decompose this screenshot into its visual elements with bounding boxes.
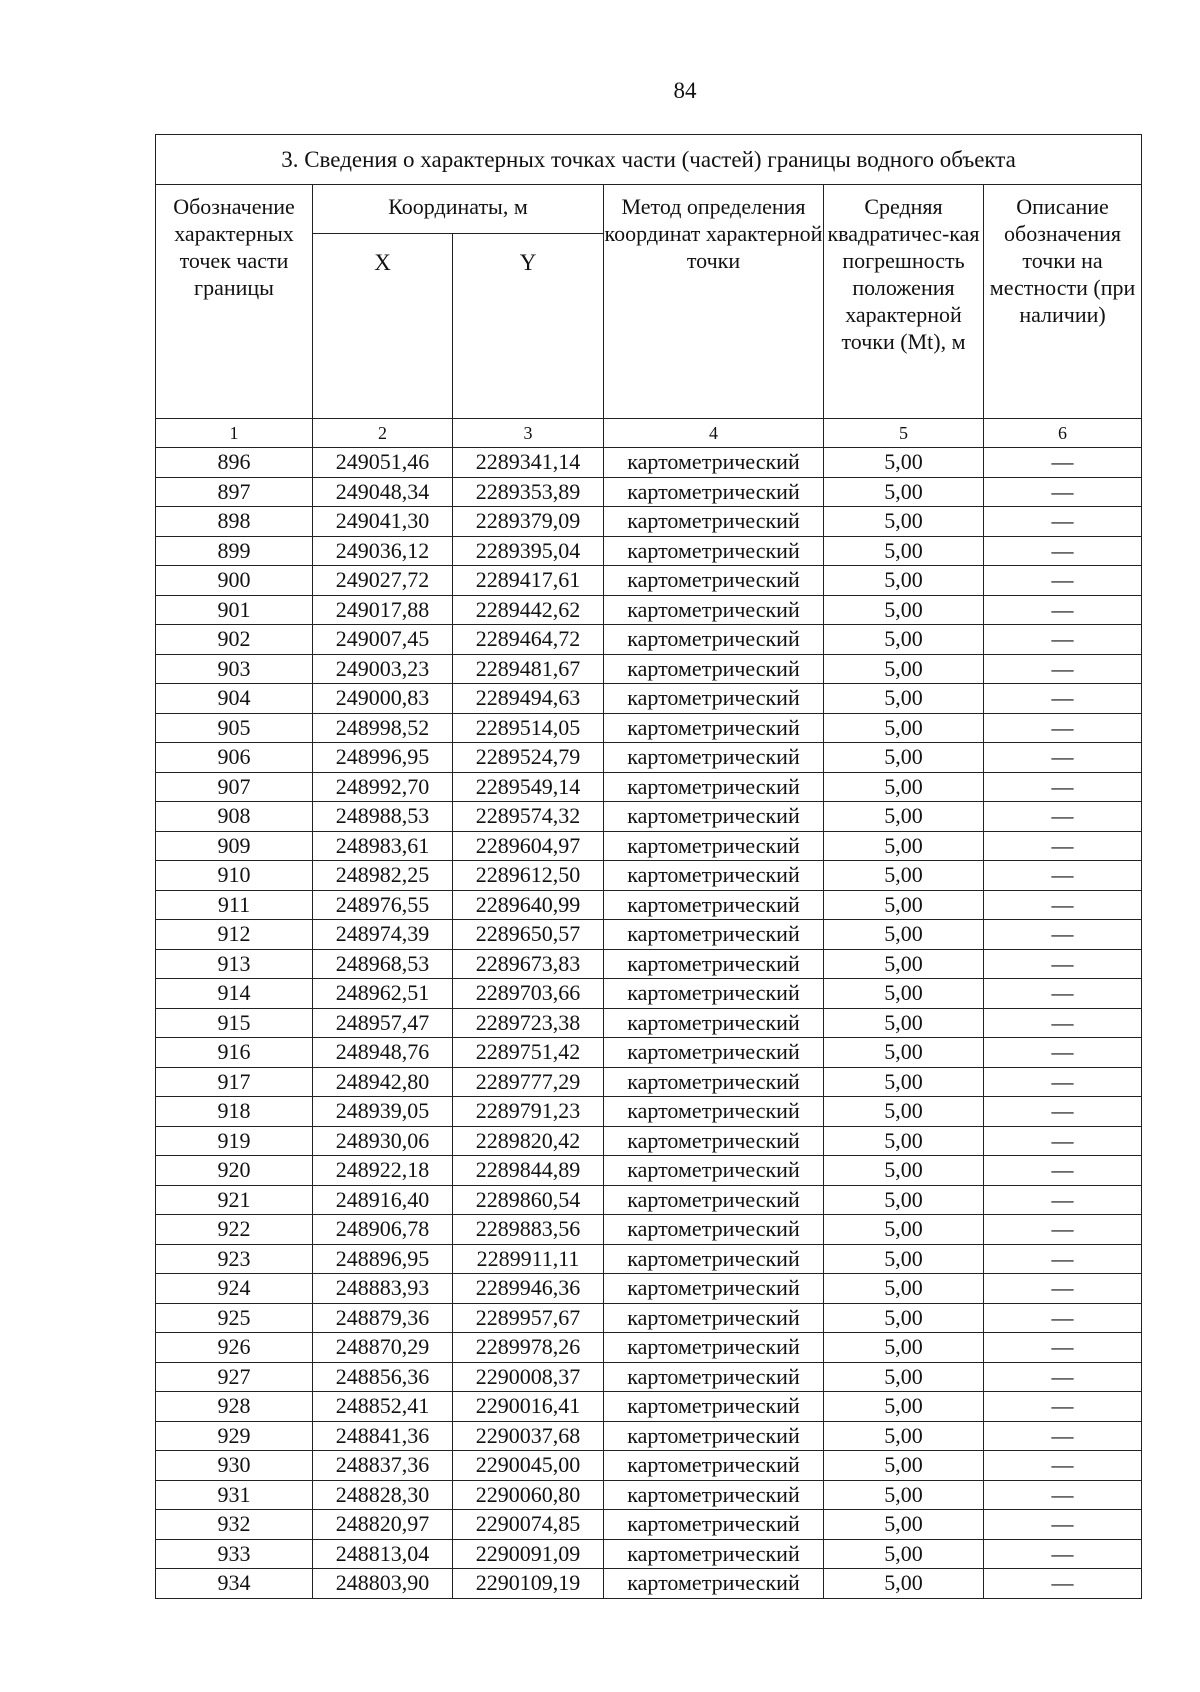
error-cell: 5,00 <box>824 1126 984 1156</box>
table-row <box>156 1008 1142 1038</box>
x-coordinate-cell: 248916,40 <box>313 1185 453 1215</box>
description-cell: — <box>984 802 1142 832</box>
x-coordinate-cell: 248879,36 <box>313 1303 453 1333</box>
method-cell: картометрический <box>604 1569 824 1599</box>
error-cell: 5,00 <box>824 654 984 684</box>
table-row <box>156 1392 1142 1422</box>
table-row <box>156 743 1142 773</box>
description-cell: — <box>984 1244 1142 1274</box>
table-row <box>156 1362 1142 1392</box>
y-coordinate-cell: 2289957,67 <box>453 1303 604 1333</box>
error-cell: 5,00 <box>824 1421 984 1451</box>
y-coordinate-cell: 2289860,54 <box>453 1185 604 1215</box>
x-coordinate-cell: 248992,70 <box>313 772 453 802</box>
y-coordinate-cell: 2289978,26 <box>453 1333 604 1363</box>
error-cell: 5,00 <box>824 1097 984 1127</box>
table-row <box>156 1510 1142 1540</box>
column-number-5: 5 <box>824 419 984 448</box>
y-coordinate-cell: 2289341,14 <box>453 448 604 478</box>
x-coordinate-cell: 248828,30 <box>313 1480 453 1510</box>
method-cell: картометрический <box>604 1008 824 1038</box>
description-cell: — <box>984 1038 1142 1068</box>
table-row <box>156 920 1142 950</box>
x-coordinate-cell: 249000,83 <box>313 684 453 714</box>
table-row <box>156 831 1142 861</box>
error-cell: 5,00 <box>824 1362 984 1392</box>
table-row <box>156 566 1142 596</box>
point-id-cell: 926 <box>156 1333 313 1363</box>
x-coordinate-cell: 248906,78 <box>313 1215 453 1245</box>
error-cell: 5,00 <box>824 831 984 861</box>
table-row <box>156 890 1142 920</box>
x-coordinate-cell: 248852,41 <box>313 1392 453 1422</box>
method-cell: картометрический <box>604 1185 824 1215</box>
y-coordinate-cell: 2289417,61 <box>453 566 604 596</box>
y-coordinate-cell: 2290016,41 <box>453 1392 604 1422</box>
table-row <box>156 1244 1142 1274</box>
method-cell: картометрический <box>604 536 824 566</box>
description-cell: — <box>984 743 1142 773</box>
y-coordinate-cell: 2289481,67 <box>453 654 604 684</box>
x-coordinate-cell: 248983,61 <box>313 831 453 861</box>
header-designation: Обозначение характерных точек части границы <box>156 185 313 419</box>
table-body <box>156 448 1142 1599</box>
method-cell: картометрический <box>604 1244 824 1274</box>
description-cell: — <box>984 979 1142 1009</box>
error-cell: 5,00 <box>824 802 984 832</box>
error-cell: 5,00 <box>824 1539 984 1569</box>
error-cell: 5,00 <box>824 1038 984 1068</box>
x-coordinate-cell: 248957,47 <box>313 1008 453 1038</box>
table-row <box>156 1480 1142 1510</box>
x-coordinate-cell: 248942,80 <box>313 1067 453 1097</box>
description-cell: — <box>984 1126 1142 1156</box>
description-cell: — <box>984 1392 1142 1422</box>
y-coordinate-cell: 2289751,42 <box>453 1038 604 1068</box>
method-cell: картометрический <box>604 861 824 891</box>
y-coordinate-cell: 2289604,97 <box>453 831 604 861</box>
column-number-2: 2 <box>313 419 453 448</box>
method-cell: картометрический <box>604 1480 824 1510</box>
table-row <box>156 802 1142 832</box>
y-coordinate-cell: 2290037,68 <box>453 1421 604 1451</box>
method-cell: картометрический <box>604 743 824 773</box>
description-cell: — <box>984 1569 1142 1599</box>
x-coordinate-cell: 248922,18 <box>313 1156 453 1186</box>
column-number-4: 4 <box>604 419 824 448</box>
method-cell: картометрический <box>604 1392 824 1422</box>
method-cell: картометрический <box>604 595 824 625</box>
table-row <box>156 1303 1142 1333</box>
error-cell: 5,00 <box>824 1185 984 1215</box>
y-coordinate-cell: 2289820,42 <box>453 1126 604 1156</box>
error-cell: 5,00 <box>824 1274 984 1304</box>
point-id-cell: 902 <box>156 625 313 655</box>
column-number-3: 3 <box>453 419 604 448</box>
point-id-cell: 910 <box>156 861 313 891</box>
method-cell: картометрический <box>604 566 824 596</box>
table-row <box>156 713 1142 743</box>
column-number-1: 1 <box>156 419 313 448</box>
description-cell: — <box>984 949 1142 979</box>
point-id-cell: 918 <box>156 1097 313 1127</box>
table-row <box>156 772 1142 802</box>
error-cell: 5,00 <box>824 1333 984 1363</box>
description-cell: — <box>984 507 1142 537</box>
method-cell: картометрический <box>604 1126 824 1156</box>
point-id-cell: 914 <box>156 979 313 1009</box>
point-id-cell: 922 <box>156 1215 313 1245</box>
y-coordinate-cell: 2289640,99 <box>453 890 604 920</box>
x-coordinate-cell: 248803,90 <box>313 1569 453 1599</box>
y-coordinate-cell: 2289494,63 <box>453 684 604 714</box>
table-row <box>156 1333 1142 1363</box>
x-coordinate-cell: 248856,36 <box>313 1362 453 1392</box>
point-id-cell: 912 <box>156 920 313 950</box>
table-row <box>156 1038 1142 1068</box>
x-coordinate-cell: 248930,06 <box>313 1126 453 1156</box>
method-cell: картометрический <box>604 1510 824 1540</box>
table-row <box>156 1156 1142 1186</box>
error-cell: 5,00 <box>824 920 984 950</box>
x-coordinate-cell: 249027,72 <box>313 566 453 596</box>
error-cell: 5,00 <box>824 1569 984 1599</box>
description-cell: — <box>984 448 1142 478</box>
table-row <box>156 1451 1142 1481</box>
y-coordinate-cell: 2289464,72 <box>453 625 604 655</box>
point-id-cell: 919 <box>156 1126 313 1156</box>
table-row <box>156 1539 1142 1569</box>
point-id-cell: 923 <box>156 1244 313 1274</box>
y-coordinate-cell: 2289395,04 <box>453 536 604 566</box>
y-coordinate-cell: 2289379,09 <box>453 507 604 537</box>
header-y: Y <box>453 234 604 419</box>
x-coordinate-cell: 248939,05 <box>313 1097 453 1127</box>
y-coordinate-cell: 2289524,79 <box>453 743 604 773</box>
x-coordinate-cell: 248962,51 <box>313 979 453 1009</box>
error-cell: 5,00 <box>824 861 984 891</box>
method-cell: картометрический <box>604 1156 824 1186</box>
x-coordinate-cell: 248870,29 <box>313 1333 453 1363</box>
error-cell: 5,00 <box>824 1451 984 1481</box>
y-coordinate-cell: 2289703,66 <box>453 979 604 1009</box>
description-cell: — <box>984 1156 1142 1186</box>
header-coordinates: Координаты, м <box>313 185 604 234</box>
x-coordinate-cell: 248974,39 <box>313 920 453 950</box>
method-cell: картометрический <box>604 507 824 537</box>
x-coordinate-cell: 249051,46 <box>313 448 453 478</box>
point-id-cell: 907 <box>156 772 313 802</box>
error-cell: 5,00 <box>824 1067 984 1097</box>
table-row <box>156 1097 1142 1127</box>
description-cell: — <box>984 1421 1142 1451</box>
x-coordinate-cell: 248896,95 <box>313 1244 453 1274</box>
x-coordinate-cell: 248996,95 <box>313 743 453 773</box>
description-cell: — <box>984 566 1142 596</box>
point-id-cell: 908 <box>156 802 313 832</box>
description-cell: — <box>984 890 1142 920</box>
error-cell: 5,00 <box>824 595 984 625</box>
method-cell: картометрический <box>604 920 824 950</box>
error-cell: 5,00 <box>824 507 984 537</box>
error-cell: 5,00 <box>824 772 984 802</box>
method-cell: картометрический <box>604 1274 824 1304</box>
x-coordinate-cell: 248841,36 <box>313 1421 453 1451</box>
point-id-cell: 921 <box>156 1185 313 1215</box>
x-coordinate-cell: 249036,12 <box>313 536 453 566</box>
x-coordinate-cell: 249003,23 <box>313 654 453 684</box>
description-cell: — <box>984 861 1142 891</box>
y-coordinate-cell: 2290008,37 <box>453 1362 604 1392</box>
description-cell: — <box>984 684 1142 714</box>
table-row <box>156 1274 1142 1304</box>
description-cell: — <box>984 1333 1142 1363</box>
description-cell: — <box>984 654 1142 684</box>
y-coordinate-cell: 2289883,56 <box>453 1215 604 1245</box>
method-cell: картометрический <box>604 713 824 743</box>
header-description: Описание обозначения точки на местности (при наличии) <box>984 185 1142 419</box>
table-row <box>156 979 1142 1009</box>
x-coordinate-cell: 248982,25 <box>313 861 453 891</box>
y-coordinate-cell: 2289612,50 <box>453 861 604 891</box>
description-cell: — <box>984 595 1142 625</box>
point-id-cell: 900 <box>156 566 313 596</box>
point-id-cell: 924 <box>156 1274 313 1304</box>
error-cell: 5,00 <box>824 1303 984 1333</box>
error-cell: 5,00 <box>824 1215 984 1245</box>
table-row <box>156 1215 1142 1245</box>
method-cell: картометрический <box>604 949 824 979</box>
method-cell: картометрический <box>604 1421 824 1451</box>
x-coordinate-cell: 249041,30 <box>313 507 453 537</box>
y-coordinate-cell: 2290109,19 <box>453 1569 604 1599</box>
table-row <box>156 684 1142 714</box>
table-row <box>156 448 1142 478</box>
header-method: Метод определения координат характерной точки <box>604 185 824 419</box>
description-cell: — <box>984 831 1142 861</box>
point-id-cell: 903 <box>156 654 313 684</box>
description-cell: — <box>984 625 1142 655</box>
description-cell: — <box>984 1274 1142 1304</box>
y-coordinate-cell: 2290045,00 <box>453 1451 604 1481</box>
point-id-cell: 905 <box>156 713 313 743</box>
point-id-cell: 928 <box>156 1392 313 1422</box>
description-cell: — <box>984 1067 1142 1097</box>
error-cell: 5,00 <box>824 1244 984 1274</box>
point-id-cell: 925 <box>156 1303 313 1333</box>
point-id-cell: 911 <box>156 890 313 920</box>
method-cell: картометрический <box>604 1539 824 1569</box>
description-cell: — <box>984 1510 1142 1540</box>
point-id-cell: 931 <box>156 1480 313 1510</box>
table-row <box>156 654 1142 684</box>
y-coordinate-cell: 2289353,89 <box>453 477 604 507</box>
method-cell: картометрический <box>604 890 824 920</box>
y-coordinate-cell: 2289791,23 <box>453 1097 604 1127</box>
point-id-cell: 917 <box>156 1067 313 1097</box>
method-cell: картометрический <box>604 1362 824 1392</box>
point-id-cell: 913 <box>156 949 313 979</box>
boundary-points-table <box>155 134 1142 1599</box>
method-cell: картометрический <box>604 684 824 714</box>
method-cell: картометрический <box>604 1451 824 1481</box>
point-id-cell: 901 <box>156 595 313 625</box>
table-row <box>156 1126 1142 1156</box>
y-coordinate-cell: 2289673,83 <box>453 949 604 979</box>
x-coordinate-cell: 248820,97 <box>313 1510 453 1540</box>
error-cell: 5,00 <box>824 684 984 714</box>
point-id-cell: 909 <box>156 831 313 861</box>
error-cell: 5,00 <box>824 477 984 507</box>
error-cell: 5,00 <box>824 625 984 655</box>
method-cell: картометрический <box>604 1097 824 1127</box>
y-coordinate-cell: 2289549,14 <box>453 772 604 802</box>
description-cell: — <box>984 1303 1142 1333</box>
error-cell: 5,00 <box>824 979 984 1009</box>
point-id-cell: 920 <box>156 1156 313 1186</box>
y-coordinate-cell: 2289514,05 <box>453 713 604 743</box>
description-cell: — <box>984 1539 1142 1569</box>
error-cell: 5,00 <box>824 1510 984 1540</box>
y-coordinate-cell: 2289844,89 <box>453 1156 604 1186</box>
y-coordinate-cell: 2289442,62 <box>453 595 604 625</box>
y-coordinate-cell: 2289946,36 <box>453 1274 604 1304</box>
x-coordinate-cell: 248998,52 <box>313 713 453 743</box>
error-cell: 5,00 <box>824 713 984 743</box>
table-row <box>156 1569 1142 1599</box>
point-id-cell: 933 <box>156 1539 313 1569</box>
point-id-cell: 929 <box>156 1421 313 1451</box>
description-cell: — <box>984 1480 1142 1510</box>
description-cell: — <box>984 1362 1142 1392</box>
description-cell: — <box>984 772 1142 802</box>
method-cell: картометрический <box>604 1215 824 1245</box>
x-coordinate-cell: 248968,53 <box>313 949 453 979</box>
error-cell: 5,00 <box>824 890 984 920</box>
y-coordinate-cell: 2289723,38 <box>453 1008 604 1038</box>
table-row <box>156 507 1142 537</box>
method-cell: картометрический <box>604 802 824 832</box>
y-coordinate-cell: 2290060,80 <box>453 1480 604 1510</box>
x-coordinate-cell: 249048,34 <box>313 477 453 507</box>
error-cell: 5,00 <box>824 949 984 979</box>
error-cell: 5,00 <box>824 1156 984 1186</box>
description-cell: — <box>984 1097 1142 1127</box>
table-row <box>156 861 1142 891</box>
x-coordinate-cell: 248976,55 <box>313 890 453 920</box>
y-coordinate-cell: 2289650,57 <box>453 920 604 950</box>
description-cell: — <box>984 1451 1142 1481</box>
table-row <box>156 949 1142 979</box>
column-number-6: 6 <box>984 419 1142 448</box>
table-row <box>156 1185 1142 1215</box>
description-cell: — <box>984 920 1142 950</box>
x-coordinate-cell: 248948,76 <box>313 1038 453 1068</box>
table-row <box>156 625 1142 655</box>
page-number: 84 <box>673 78 697 103</box>
x-coordinate-cell: 248813,04 <box>313 1539 453 1569</box>
point-id-cell: 898 <box>156 507 313 537</box>
point-id-cell: 930 <box>156 1451 313 1481</box>
description-cell: — <box>984 1185 1142 1215</box>
x-coordinate-cell: 249007,45 <box>313 625 453 655</box>
method-cell: картометрический <box>604 1333 824 1363</box>
y-coordinate-cell: 2289911,11 <box>453 1244 604 1274</box>
method-cell: картометрический <box>604 448 824 478</box>
y-coordinate-cell: 2290074,85 <box>453 1510 604 1540</box>
y-coordinate-cell: 2289777,29 <box>453 1067 604 1097</box>
description-cell: — <box>984 1008 1142 1038</box>
x-coordinate-cell: 248988,53 <box>313 802 453 832</box>
x-coordinate-cell: 248837,36 <box>313 1451 453 1481</box>
error-cell: 5,00 <box>824 1392 984 1422</box>
x-coordinate-cell: 249017,88 <box>313 595 453 625</box>
error-cell: 5,00 <box>824 1480 984 1510</box>
point-id-cell: 927 <box>156 1362 313 1392</box>
error-cell: 5,00 <box>824 536 984 566</box>
point-id-cell: 916 <box>156 1038 313 1068</box>
method-cell: картометрический <box>604 979 824 1009</box>
error-cell: 5,00 <box>824 743 984 773</box>
y-coordinate-cell: 2289574,32 <box>453 802 604 832</box>
point-id-cell: 932 <box>156 1510 313 1540</box>
method-cell: картометрический <box>604 1067 824 1097</box>
table-title: 3. Сведения о характерных точках части (частей) границы водного объекта <box>156 135 1142 185</box>
method-cell: картометрический <box>604 1303 824 1333</box>
method-cell: картометрический <box>604 477 824 507</box>
table-row <box>156 477 1142 507</box>
method-cell: картометрический <box>604 831 824 861</box>
method-cell: картометрический <box>604 625 824 655</box>
error-cell: 5,00 <box>824 566 984 596</box>
method-cell: картометрический <box>604 1038 824 1068</box>
point-id-cell: 934 <box>156 1569 313 1599</box>
point-id-cell: 897 <box>156 477 313 507</box>
description-cell: — <box>984 477 1142 507</box>
description-cell: — <box>984 536 1142 566</box>
description-cell: — <box>984 713 1142 743</box>
table-row <box>156 1421 1142 1451</box>
point-id-cell: 899 <box>156 536 313 566</box>
header-x: X <box>313 234 453 419</box>
point-id-cell: 896 <box>156 448 313 478</box>
description-cell: — <box>984 1215 1142 1245</box>
error-cell: 5,00 <box>824 1008 984 1038</box>
x-coordinate-cell: 248883,93 <box>313 1274 453 1304</box>
table-row <box>156 536 1142 566</box>
method-cell: картометрический <box>604 654 824 684</box>
point-id-cell: 904 <box>156 684 313 714</box>
y-coordinate-cell: 2290091,09 <box>453 1539 604 1569</box>
error-cell: 5,00 <box>824 448 984 478</box>
method-cell: картометрический <box>604 772 824 802</box>
table-row <box>156 1067 1142 1097</box>
point-id-cell: 915 <box>156 1008 313 1038</box>
table-row <box>156 595 1142 625</box>
header-error: Средняя квадратичес-кая погрешность положения характерной точки (Mt), м <box>824 185 984 419</box>
point-id-cell: 906 <box>156 743 313 773</box>
